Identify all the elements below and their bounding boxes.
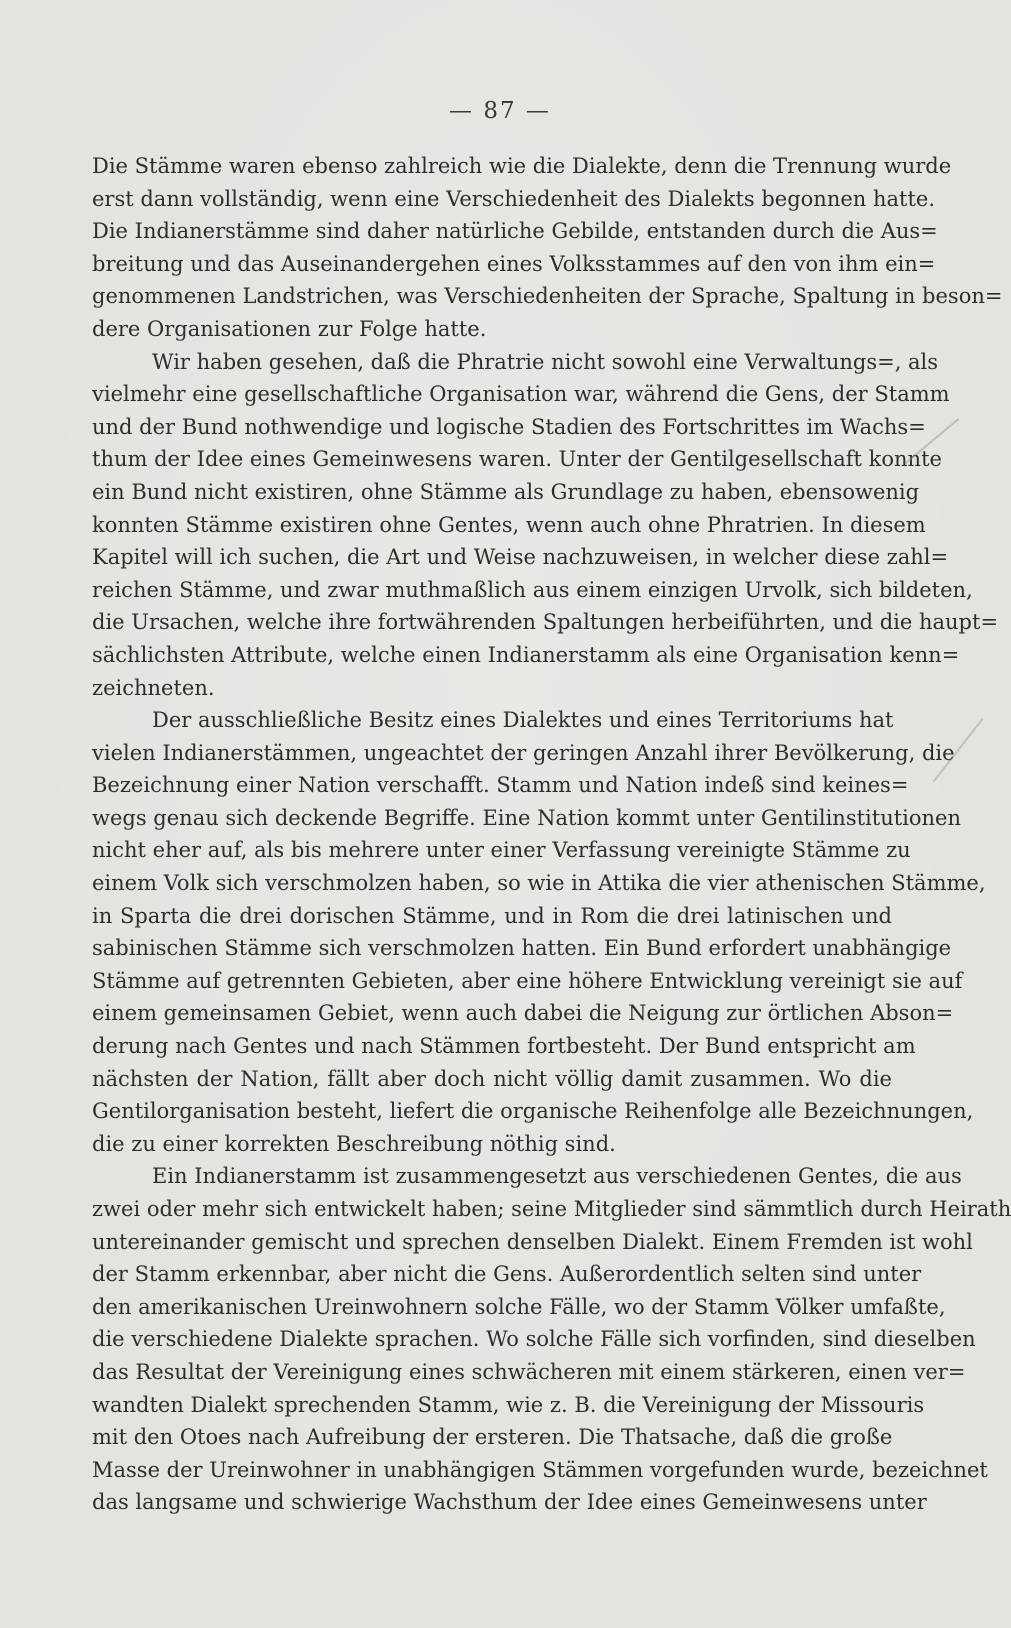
text-line: die Ursachen, welche ihre fortwährenden Spaltungen herbeiführten, und die haupt= (92, 610, 999, 635)
text-line: vielen Indianerstämmen, ungeachtet der geringen Anzahl ihrer Bevölkerung, die (92, 740, 955, 765)
text-line: konnten Stämme existiren ohne Gentes, wenn auch ohne Phratrien. In diesem (92, 512, 926, 537)
text-line: zwei oder mehr sich entwickelt haben; seine Mitglieder sind sämmtlich durch Heirath (92, 1197, 1011, 1221)
text-line: wegs genau sich deckende Begriffe. Eine Nation kommt unter Gentilinstitutionen (92, 805, 961, 830)
text-line: einem gemeinsamen Gebiet, wenn auch dabei die Neigung zur örtlichen Abson= (92, 1001, 954, 1026)
text-line: Gentilorganisation besteht, liefert die organische Reihenfolge alle Bezeichnungen, (92, 1099, 974, 1124)
text-line: Bezeichnung einer Nation verschafft. Stamm und Nation indeß sind keines= (92, 773, 909, 798)
text-line: thum der Idee eines Gemeinwesens waren. Unter der Gentilgesellschaft konnte (92, 447, 942, 472)
text-line: die zu einer korrekten Beschreibung nöthig sind. (92, 1131, 616, 1156)
text-line: ein Bund nicht existiren, ohne Stämme als Grundlage zu haben, ebensowenig (92, 479, 920, 504)
text-line: dere Organisationen zur Folge hatte. (92, 316, 487, 341)
text-line: Masse der Ureinwohner in unabhängigen Stämmen vorgefunden wurde, bezeichnet (92, 1457, 988, 1482)
text-line: untereinander gemischt und sprechen denselben Dialekt. Einem Fremden ist wohl (92, 1229, 973, 1254)
text-line: Der ausschließliche Besitz eines Dialektes und eines Territoriums hat (152, 708, 894, 733)
text-line: Die Stämme waren ebenso zahlreich wie die Dialekte, denn die Trennung wurde (92, 154, 952, 178)
text-line: Ein Indianerstamm ist zusammengesetzt aus verschiedenen Gentes, die aus (152, 1164, 962, 1189)
text-line: das Resultat der Vereinigung eines schwächeren mit einem stärkeren, einen ver= (92, 1359, 966, 1384)
text-line: die verschiedene Dialekte sprachen. Wo solche Fälle sich vorfinden, sind dieselben (92, 1327, 976, 1352)
text-line: und der Bund nothwendige und logische Stadien des Fortschrittes im Wachs= (92, 414, 926, 439)
text-line: nicht eher auf, als bis mehrere unter einer Verfassung vereinigte Stämme zu (92, 838, 911, 863)
text-line: sabinischen Stämme sich verschmolzen hatten. Ein Bund erfordert unabhängige (92, 936, 952, 961)
text-line: mit den Otoes nach Aufreibung der ersteren. Die Thatsache, daß die große (92, 1425, 893, 1450)
text-line: Kapitel will ich suchen, die Art und Weise nachzuweisen, in welcher diese zahl= (92, 545, 949, 570)
text-line: reichen Stämme, und zwar muthmaßlich aus einem einzigen Urvolk, sich bildeten, (92, 577, 973, 602)
text-line: der Stamm erkennbar, aber nicht die Gens. Außerordentlich selten sind unter (92, 1262, 922, 1287)
text-line: Die Indianerstämme sind daher natürliche Gebilde, entstanden durch die Aus= (92, 219, 938, 244)
text-line: in Sparta die drei dorischen Stämme, und in Rom die drei latinischen und (92, 903, 892, 928)
text-line: vielmehr eine gesellschaftliche Organisation war, während die Gens, der Stamm (92, 382, 950, 407)
text-line: Wir haben gesehen, daß die Phratrie nicht sowohl eine Verwaltungs=, als (152, 349, 939, 374)
body-text (92, 150, 1011, 1519)
page-number: — 87 — (449, 98, 551, 124)
text-line: nächsten der Nation, fällt aber doch nicht völlig damit zusammen. Wo die (92, 1066, 892, 1091)
text-line: den amerikanischen Ureinwohnern solche Fälle, wo der Stamm Völker umfaßte, (92, 1294, 946, 1319)
text-line: derung nach Gentes und nach Stämmen fortbesteht. Der Bund entspricht am (92, 1034, 916, 1059)
text-line: das langsame und schwierige Wachsthum der Idee eines Gemeinwesens unter (92, 1490, 927, 1515)
text-line: wandten Dialekt sprechenden Stamm, wie z. B. die Vereinigung der Missouris (92, 1392, 925, 1417)
text-line: genommenen Landstrichen, was Verschiedenheiten der Sprache, Spaltung in beson= (92, 284, 1003, 309)
text-line: einem Volk sich verschmolzen haben, so wie in Attika die vier athenischen Stämme, (92, 871, 986, 896)
text-line: Stämme auf getrennten Gebieten, aber eine höhere Entwicklung vereinigt sie auf (92, 968, 963, 993)
text-line: zeichneten. (92, 675, 215, 700)
text-line: erst dann vollständig, wenn eine Verschiedenheit des Dialekts begonnen hatte. (92, 186, 936, 211)
text-line: sächlichsten Attribute, welche einen Indianerstamm als eine Organisation kenn= (92, 642, 960, 667)
text-line: breitung und das Auseinandergehen eines Volksstammes auf den von ihm ein= (92, 251, 936, 276)
